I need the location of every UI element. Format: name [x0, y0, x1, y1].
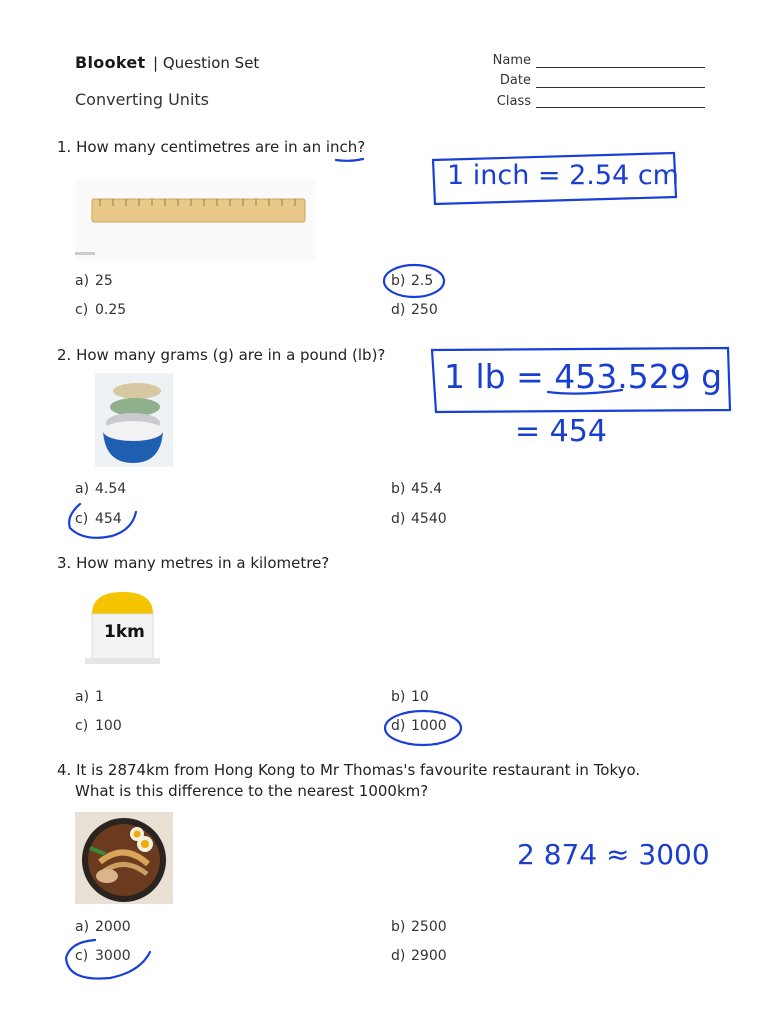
option-text: 100 [95, 718, 122, 734]
option-text: 2.5 [411, 273, 434, 289]
option-letter: c) [75, 511, 89, 527]
option-text: 2900 [411, 948, 447, 964]
circle-2c [69, 504, 136, 538]
question-number: 3. [57, 554, 72, 572]
option-text: 0.25 [95, 302, 127, 318]
option-letter: d) [391, 718, 406, 734]
question-text: How many metres in a kilometre? [76, 554, 330, 572]
class-label: Class [496, 94, 531, 109]
option-text: 454 [95, 511, 122, 527]
question-text: How many grams (g) are in a pound (lb)? [76, 346, 386, 364]
option-text: 10 [411, 689, 429, 705]
option-letter: a) [75, 689, 90, 705]
option-letter: c) [75, 948, 89, 964]
option-text: 3000 [95, 948, 131, 964]
option-text: 25 [95, 273, 113, 289]
date-label: Date [499, 73, 531, 88]
handwritten-answer-2-rounded: = 454 [515, 414, 607, 449]
option-letter: b) [391, 273, 406, 289]
option-letter: b) [391, 689, 406, 705]
page-title: | Question Set [153, 54, 260, 72]
option-text: 250 [411, 302, 438, 318]
option-text: 4540 [411, 511, 447, 527]
circle-3d [385, 711, 461, 745]
question-text-line1: It is 2874km from Hong Kong to Mr Thomas's favourite restaurant in Tokyo. [76, 761, 641, 779]
handwritten-answer-1: 1 inch = 2.54 cm [447, 160, 679, 191]
name-label: Name [492, 53, 531, 68]
option-letter: b) [391, 481, 406, 497]
option-letter: c) [75, 302, 89, 318]
km-marker-label: 1km [104, 622, 145, 642]
option-text: 1 [95, 689, 104, 705]
option-letter: a) [75, 481, 90, 497]
option-text: 4.54 [95, 481, 127, 497]
handwritten-answer-4: 2 874 ≈ 3000 [517, 838, 710, 871]
option-letter: d) [391, 302, 406, 318]
option-letter: a) [75, 919, 90, 935]
handwritten-answer-2: 1 lb = 453.529 g [444, 357, 723, 396]
option-text: 2000 [95, 919, 131, 935]
worksheet-subtitle: Converting Units [75, 90, 209, 109]
question-number: 2. [57, 346, 72, 364]
option-letter: d) [391, 948, 406, 964]
option-text: 45.4 [411, 481, 443, 497]
option-text: 1000 [411, 718, 447, 734]
brand-logo: Blooket [75, 53, 146, 72]
circle-1b [384, 265, 444, 297]
option-letter: c) [75, 718, 89, 734]
circle-4c [66, 940, 150, 979]
option-letter: d) [391, 511, 406, 527]
question-text: How many centimetres are in an inch? [76, 138, 366, 156]
question-number: 4. [57, 761, 72, 779]
option-text: 2500 [411, 919, 447, 935]
question-number: 1. [57, 138, 72, 156]
question-text-line2: What is this difference to the nearest 1000km? [75, 782, 429, 800]
option-letter: b) [391, 919, 406, 935]
inch-underline [336, 159, 363, 161]
option-letter: a) [75, 273, 90, 289]
